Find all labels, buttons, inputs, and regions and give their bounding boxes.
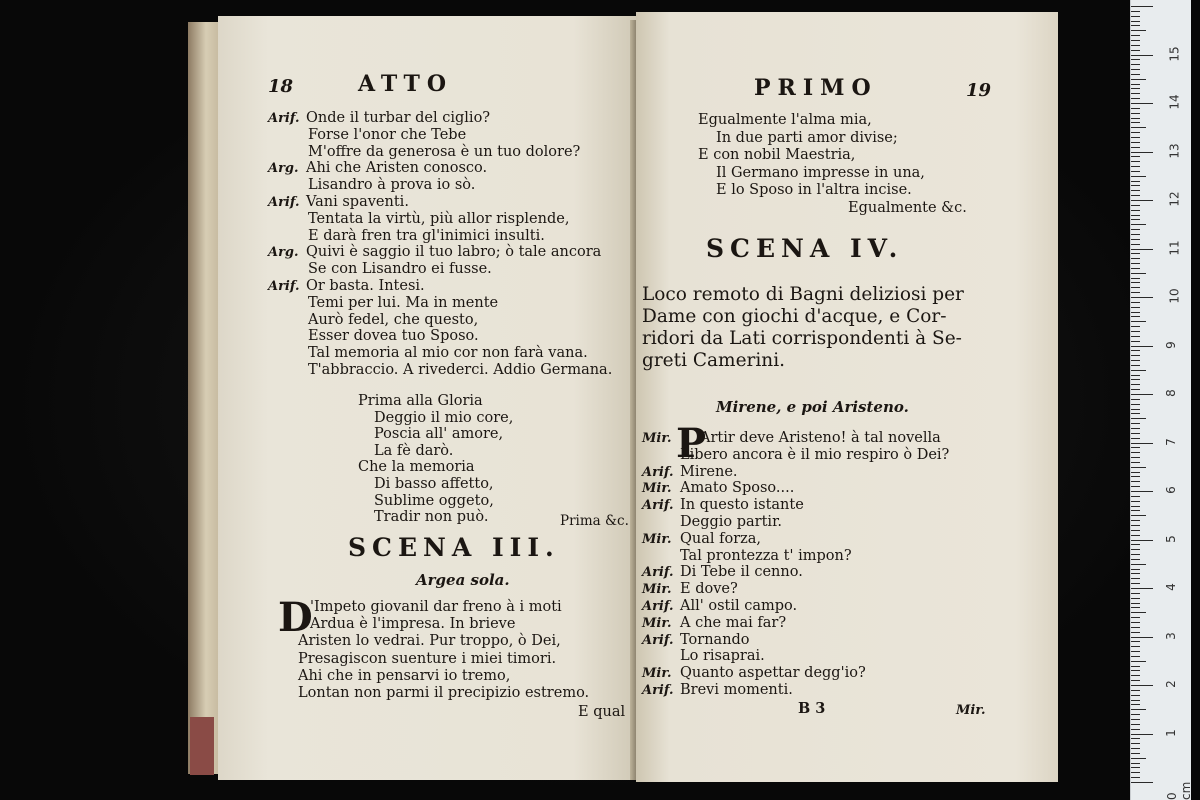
ruler-tick bbox=[1131, 462, 1140, 463]
verse-line: T'abbraccio. A rivederci. Addio Germana. bbox=[308, 362, 613, 378]
ruler-tick bbox=[1131, 249, 1153, 250]
speaker-name: Arif. bbox=[642, 565, 674, 581]
ruler-tick bbox=[1131, 21, 1140, 22]
ruler-tick bbox=[1131, 379, 1140, 380]
verse-line: Lisandro à prova io sò. bbox=[308, 177, 476, 194]
speaker-name: Arif. bbox=[268, 279, 300, 294]
ruler-tick bbox=[1131, 433, 1140, 434]
catchword: E qual bbox=[578, 704, 626, 720]
ruler-tick bbox=[1131, 273, 1146, 274]
ruler-tick bbox=[1131, 147, 1140, 148]
ruler-label: 8 bbox=[1163, 389, 1178, 397]
aria-line: Prima alla Gloria bbox=[358, 393, 483, 409]
ruler-tick bbox=[1131, 171, 1140, 172]
ruler-tick bbox=[1131, 282, 1140, 283]
ruler-tick bbox=[1131, 98, 1140, 99]
verse-line: Libero ancora è il mio respiro ò Dei? bbox=[680, 446, 950, 463]
verse-line: Mirene. bbox=[680, 463, 738, 480]
ruler-tick bbox=[1131, 753, 1140, 754]
verse-line: Temi per lui. Ma in mente bbox=[308, 294, 499, 311]
ruler-tick bbox=[1131, 278, 1140, 279]
book-fore-edge bbox=[188, 22, 218, 774]
location-line: Loco remoto di Bagni deliziosi per bbox=[642, 284, 964, 305]
aria-line: Il Germano impresse in una, bbox=[716, 164, 925, 181]
ruler-tick bbox=[1131, 25, 1140, 26]
ruler-label: 9 bbox=[1163, 340, 1178, 349]
speaker-name: Mir. bbox=[642, 666, 672, 682]
ruler-tick bbox=[1131, 627, 1140, 628]
ruler-tick bbox=[1131, 234, 1140, 235]
ruler-tick bbox=[1131, 520, 1140, 521]
ruler-tick bbox=[1131, 690, 1140, 691]
ruler-tick bbox=[1131, 418, 1146, 419]
aria-line: Che la memoria bbox=[358, 459, 475, 476]
ruler-tick bbox=[1131, 704, 1140, 705]
ruler-tick bbox=[1131, 472, 1140, 473]
location-line: greti Camerini. bbox=[642, 350, 786, 371]
ruler-tick bbox=[1131, 45, 1140, 46]
ruler-tick bbox=[1131, 622, 1140, 623]
aria-line: Egualmente l'alma mia, bbox=[698, 112, 872, 128]
ruler-tick bbox=[1131, 55, 1153, 56]
ruler-tick bbox=[1131, 355, 1140, 356]
book-binding-corner bbox=[190, 717, 214, 775]
ruler-tick bbox=[1131, 229, 1140, 230]
ruler-tick bbox=[1131, 137, 1140, 138]
verse-line: Ahi che in pensarvi io tremo, bbox=[298, 667, 511, 684]
verse-line: Quivi è saggio il tuo labro; ò tale ancora bbox=[306, 244, 602, 261]
ruler-tick bbox=[1131, 404, 1140, 405]
ruler-tick bbox=[1131, 777, 1140, 778]
ruler-label: 13 bbox=[1167, 142, 1182, 159]
right-page bbox=[636, 12, 1058, 782]
speaker-name: Mir. bbox=[642, 531, 672, 547]
ruler-tick bbox=[1131, 336, 1140, 337]
ruler-tick bbox=[1131, 307, 1140, 308]
speaker-name: Mir. bbox=[642, 431, 672, 446]
ruler-tick bbox=[1131, 74, 1140, 75]
ruler-tick bbox=[1131, 535, 1140, 536]
ruler-tick bbox=[1131, 88, 1140, 89]
catchword: Mir. bbox=[956, 703, 986, 718]
running-head: ATTO bbox=[358, 71, 453, 97]
ruler-tick bbox=[1131, 93, 1140, 94]
ruler-tick bbox=[1131, 675, 1140, 676]
ruler-tick bbox=[1131, 763, 1140, 764]
speaker-name: Mir. bbox=[642, 615, 672, 631]
ruler-tick bbox=[1131, 224, 1146, 225]
ruler-tick bbox=[1131, 205, 1140, 206]
scene-subtitle: Argea sola. bbox=[416, 571, 510, 589]
ruler-tick bbox=[1131, 685, 1153, 686]
ruler-tick bbox=[1131, 743, 1140, 744]
verse-line: Artir deve Aristeno! à tal novella bbox=[700, 430, 941, 446]
ruler-tick bbox=[1131, 447, 1140, 448]
ruler-label: 5 bbox=[1163, 534, 1178, 543]
ruler-tick bbox=[1131, 651, 1140, 652]
ruler-tick bbox=[1131, 370, 1146, 371]
ruler-tick bbox=[1131, 59, 1140, 60]
ruler-tick bbox=[1131, 302, 1140, 303]
drop-cap: P bbox=[676, 420, 707, 467]
speaker-name: Mir. bbox=[642, 582, 672, 598]
ruler-tick bbox=[1131, 758, 1146, 759]
verse-line: M'offre da generosa è un tuo dolore? bbox=[308, 143, 581, 160]
verse-line: Deggio partir. bbox=[680, 514, 783, 530]
ruler-tick bbox=[1131, 239, 1140, 240]
ruler-tick bbox=[1131, 181, 1140, 182]
ruler-tick bbox=[1131, 554, 1140, 555]
aria-cue: Prima &c. bbox=[560, 513, 629, 529]
ruler-tick bbox=[1131, 700, 1140, 701]
ruler-tick bbox=[1131, 210, 1140, 211]
ruler-tick bbox=[1131, 166, 1140, 167]
ruler-label: 2 bbox=[1163, 680, 1178, 688]
speaker-name: Arif. bbox=[642, 632, 674, 648]
ruler-tick bbox=[1131, 593, 1140, 594]
ruler-tick bbox=[1131, 734, 1153, 735]
ruler-tick bbox=[1131, 457, 1140, 458]
verse-line: E darà fren tra gl'inimici insulti. bbox=[308, 227, 545, 244]
verse-line: Se con Lisandro ei fusse. bbox=[308, 261, 492, 278]
aria-line: In due parti amor divise; bbox=[716, 129, 898, 146]
ruler-tick bbox=[1131, 263, 1140, 264]
ruler-tick bbox=[1131, 714, 1140, 715]
ruler-tick bbox=[1131, 69, 1140, 70]
ruler-tick bbox=[1131, 30, 1146, 31]
ruler-tick bbox=[1131, 79, 1146, 80]
ruler-tick bbox=[1131, 452, 1140, 453]
ruler-tick bbox=[1131, 127, 1146, 128]
ruler-tick bbox=[1131, 491, 1153, 492]
ruler-tick bbox=[1131, 375, 1140, 376]
ruler-tick bbox=[1131, 195, 1140, 196]
ruler-tick bbox=[1131, 666, 1140, 667]
ruler-tick bbox=[1131, 190, 1140, 191]
ruler-tick bbox=[1131, 525, 1140, 526]
ruler-tick bbox=[1131, 118, 1140, 119]
ruler-tick bbox=[1131, 729, 1140, 730]
ruler-tick bbox=[1131, 564, 1146, 565]
ruler-label: 14 bbox=[1167, 94, 1182, 110]
measurement-ruler bbox=[1130, 0, 1191, 800]
ruler-tick bbox=[1131, 108, 1140, 109]
ruler-tick bbox=[1131, 350, 1140, 351]
ruler-tick bbox=[1131, 467, 1146, 468]
ruler-tick bbox=[1131, 709, 1146, 710]
ruler-label: 15 bbox=[1167, 45, 1182, 62]
ruler-tick bbox=[1131, 161, 1140, 162]
ruler-tick bbox=[1131, 132, 1140, 133]
verse-line: Aurò fedel, che questo, bbox=[308, 311, 479, 328]
ruler-tick bbox=[1131, 389, 1140, 390]
ruler-tick bbox=[1131, 588, 1153, 589]
ruler-tick bbox=[1131, 11, 1140, 12]
ruler-tick bbox=[1131, 724, 1140, 725]
ruler-tick bbox=[1131, 506, 1140, 507]
aria-cue: Egualmente &c. bbox=[848, 200, 967, 216]
ruler-tick bbox=[1131, 113, 1140, 114]
ruler-tick bbox=[1131, 156, 1140, 157]
ruler-tick bbox=[1131, 559, 1140, 560]
ruler-tick bbox=[1131, 637, 1153, 638]
verse-line: In questo istante bbox=[680, 497, 804, 514]
verse-line: Forse l'onor che Tebe bbox=[308, 126, 467, 143]
ruler-tick bbox=[1131, 656, 1140, 657]
ruler-tick bbox=[1131, 413, 1140, 414]
ruler-tick bbox=[1131, 641, 1140, 642]
ruler-label: 0 cm bbox=[1165, 781, 1193, 800]
verse-line: Ardua è l'impresa. In brieve bbox=[310, 616, 516, 633]
ruler-label: 12 bbox=[1167, 191, 1182, 207]
ruler-tick bbox=[1131, 617, 1140, 618]
ruler-label: 10 bbox=[1167, 288, 1182, 304]
ruler-tick bbox=[1131, 530, 1140, 531]
ruler-tick bbox=[1131, 646, 1140, 647]
verse-line: Qual forza, bbox=[680, 530, 762, 547]
ruler-tick bbox=[1131, 152, 1153, 153]
verse-line: All' ostil campo. bbox=[680, 598, 798, 614]
ruler-tick bbox=[1131, 64, 1140, 65]
ruler-tick bbox=[1131, 142, 1140, 143]
ruler-tick bbox=[1131, 573, 1140, 574]
ruler-tick bbox=[1131, 360, 1140, 361]
aria-line: Deggio il mio core, bbox=[374, 409, 514, 426]
ruler-tick bbox=[1131, 40, 1140, 41]
verse-line: Or basta. Intesi. bbox=[306, 278, 425, 294]
scene-title: SCENA IV. bbox=[706, 234, 904, 263]
aria-line: E lo Sposo in l'altra incise. bbox=[716, 182, 912, 198]
ruler-tick bbox=[1131, 253, 1140, 254]
ruler-tick bbox=[1131, 738, 1140, 739]
aria-line: La fè darò. bbox=[374, 442, 454, 459]
left-page bbox=[218, 16, 636, 780]
ruler-tick bbox=[1131, 103, 1153, 104]
ruler-tick bbox=[1131, 476, 1140, 477]
ruler-tick bbox=[1131, 578, 1140, 579]
ruler-tick bbox=[1131, 50, 1140, 51]
ruler-tick bbox=[1131, 772, 1140, 773]
verse-line: Tal prontezza t' impon? bbox=[680, 547, 852, 564]
verse-line: E dove? bbox=[680, 581, 738, 598]
ruler-tick bbox=[1131, 612, 1146, 613]
ruler-label: 3 bbox=[1163, 631, 1178, 640]
ruler-tick bbox=[1131, 331, 1140, 332]
ruler-tick bbox=[1131, 583, 1140, 584]
ruler-tick bbox=[1131, 16, 1140, 17]
verse-line: A che mai far? bbox=[680, 614, 787, 631]
ruler-tick bbox=[1131, 122, 1140, 123]
speaker-name: Arif. bbox=[642, 498, 674, 514]
verse-line: Tal memoria al mio cor non farà vana. bbox=[308, 345, 588, 362]
verse-line: Tornando bbox=[680, 631, 750, 648]
speaker-name: Arg. bbox=[268, 245, 299, 261]
aria-line: E con nobil Maestria, bbox=[698, 147, 856, 163]
verse-line: 'Impeto giovanil dar freno à i moti bbox=[310, 599, 562, 615]
ruler-tick bbox=[1131, 200, 1153, 201]
speaker-name: Arg. bbox=[268, 161, 299, 177]
ruler-tick bbox=[1131, 481, 1140, 482]
ruler-tick bbox=[1131, 540, 1153, 541]
ruler-tick bbox=[1131, 632, 1140, 633]
aria-line: Di basso affetto, bbox=[374, 476, 494, 492]
ruler-label: 1 bbox=[1163, 728, 1178, 737]
page-number: 18 bbox=[268, 76, 294, 97]
ruler-tick bbox=[1131, 544, 1140, 545]
running-head: PRIMO bbox=[754, 75, 878, 101]
ruler-tick bbox=[1131, 346, 1153, 347]
location-line: ridori da Lati corrispondenti à Se- bbox=[642, 328, 962, 349]
ruler-tick bbox=[1131, 6, 1153, 7]
ruler-tick bbox=[1131, 185, 1140, 186]
speaker-name: Arif. bbox=[268, 111, 300, 126]
ruler-tick bbox=[1131, 486, 1140, 487]
ruler-tick bbox=[1131, 515, 1146, 516]
ruler-tick bbox=[1131, 670, 1140, 671]
ruler-tick bbox=[1131, 680, 1140, 681]
verse-line: Esser dovea tuo Sposo. bbox=[308, 328, 479, 345]
ruler-label: 11 bbox=[1167, 239, 1182, 256]
ruler-tick bbox=[1131, 501, 1140, 502]
ruler-tick bbox=[1131, 176, 1146, 177]
ruler-tick bbox=[1131, 268, 1140, 269]
verse-line: Quanto aspettar degg'io? bbox=[680, 665, 866, 682]
aria-line: Sublime oggeto, bbox=[374, 492, 494, 509]
ruler-tick bbox=[1131, 719, 1140, 720]
aria-line: Poscia all' amore, bbox=[374, 426, 504, 443]
ruler-tick bbox=[1131, 549, 1140, 550]
ruler-tick bbox=[1131, 316, 1140, 317]
ruler-tick bbox=[1131, 292, 1140, 293]
ruler-tick bbox=[1131, 341, 1140, 342]
ruler-tick bbox=[1131, 287, 1140, 288]
ruler-tick bbox=[1131, 321, 1146, 322]
ruler-label: 6 bbox=[1163, 486, 1178, 494]
page-number: 19 bbox=[966, 80, 992, 101]
ruler-tick bbox=[1131, 443, 1153, 444]
ruler-tick bbox=[1131, 326, 1140, 327]
ruler-tick bbox=[1131, 510, 1140, 511]
ruler-tick bbox=[1131, 219, 1140, 220]
ruler-tick bbox=[1131, 297, 1153, 298]
speaker-name: Arif. bbox=[642, 464, 674, 480]
verse-line: Di Tebe il cenno. bbox=[680, 564, 803, 581]
verse-line: Brevi momenti. bbox=[680, 682, 793, 698]
speaker-name: Arif. bbox=[642, 683, 674, 698]
ruler-tick bbox=[1131, 438, 1140, 439]
ruler-tick bbox=[1131, 365, 1140, 366]
ruler-tick bbox=[1131, 496, 1140, 497]
verse-line: Amato Sposo.... bbox=[680, 480, 795, 497]
ruler-tick bbox=[1131, 215, 1140, 216]
verse-line: Ahi che Aristen conosco. bbox=[306, 160, 488, 177]
ruler-tick bbox=[1131, 84, 1140, 85]
signature-mark: B 3 bbox=[798, 700, 826, 717]
ruler-tick bbox=[1131, 607, 1140, 608]
ruler-tick bbox=[1131, 35, 1140, 36]
ruler-tick bbox=[1131, 748, 1140, 749]
speaker-name: Arif. bbox=[268, 195, 300, 210]
ruler-tick bbox=[1131, 695, 1140, 696]
ruler-tick bbox=[1131, 569, 1140, 570]
speaker-name: Arif. bbox=[642, 599, 674, 614]
ruler-tick bbox=[1131, 394, 1153, 395]
verse-line: Tentata la virtù, più allor risplende, bbox=[308, 210, 570, 227]
drop-cap: D bbox=[278, 594, 313, 641]
ruler-tick bbox=[1131, 428, 1140, 429]
ruler-tick bbox=[1131, 399, 1140, 400]
open-book bbox=[188, 12, 1066, 784]
ruler-tick bbox=[1131, 244, 1140, 245]
ruler-tick bbox=[1131, 661, 1146, 662]
verse-line: Presagiscon suenture i miei timori. bbox=[298, 650, 557, 667]
verse-line: Vani spaventi. bbox=[306, 194, 409, 210]
location-line: Dame con giochi d'acque, e Cor- bbox=[642, 306, 947, 327]
ruler-tick bbox=[1131, 767, 1140, 768]
ruler-label: 7 bbox=[1163, 437, 1178, 446]
scene-title: SCENA III. bbox=[348, 533, 560, 562]
aria-line: Tradir non può. bbox=[374, 509, 489, 526]
ruler-tick bbox=[1131, 603, 1140, 604]
verse-line: Lo risaprai. bbox=[680, 648, 765, 665]
verse-line: Lontan non parmi il precipizio estremo. bbox=[298, 685, 590, 701]
ruler-tick bbox=[1131, 423, 1140, 424]
verse-line: Onde il turbar del ciglio? bbox=[306, 110, 491, 126]
ruler-tick bbox=[1131, 409, 1140, 410]
speaker-name: Mir. bbox=[642, 481, 672, 497]
ruler-tick bbox=[1131, 312, 1140, 313]
scene-subtitle: Mirene, e poi Aristeno. bbox=[716, 398, 909, 416]
ruler-tick bbox=[1131, 384, 1140, 385]
ruler-tick bbox=[1131, 598, 1140, 599]
ruler-label: 4 bbox=[1163, 583, 1178, 591]
ruler-tick bbox=[1131, 258, 1140, 259]
ruler-tick bbox=[1131, 782, 1153, 783]
verse-line: Aristen lo vedrai. Pur troppo, ò Dei, bbox=[298, 633, 561, 650]
